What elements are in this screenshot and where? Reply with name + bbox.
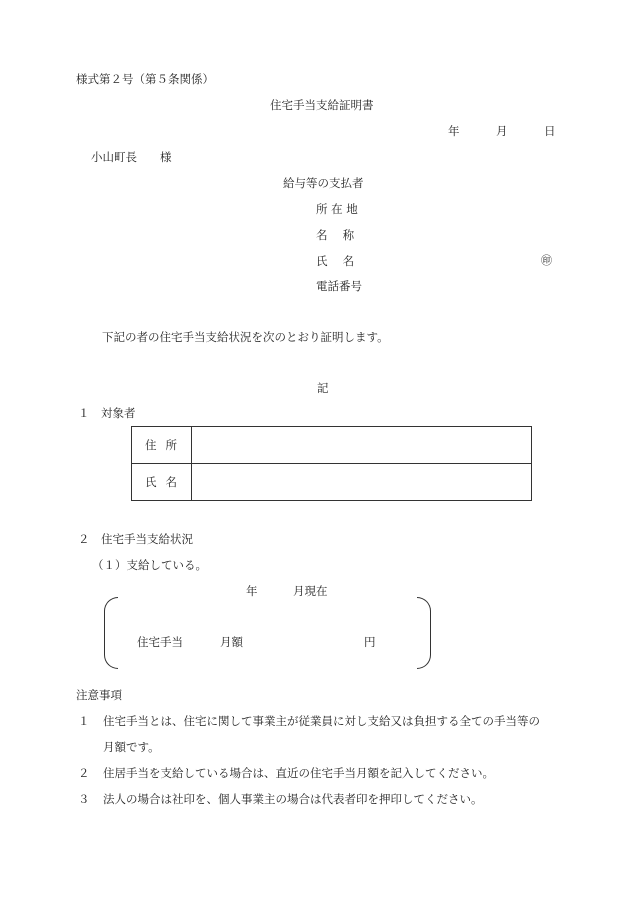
intro-text: 下記の者の住宅手当支給状況を次のとおり証明します。 <box>102 330 389 344</box>
left-bracket <box>104 597 118 669</box>
table-row <box>132 463 531 500</box>
yen-unit: 円 <box>364 635 376 649</box>
note-1-text: 住宅手当とは、住宅に関して事業主が従業員に対し支給又は負担する全ての手当等の <box>103 714 540 728</box>
seal-mark: ㊞ <box>541 254 552 267</box>
as-of-month-label: 月現在 <box>293 584 328 598</box>
payer-heading: 給与等の支払者 <box>283 176 364 190</box>
payer-name-label: 名 称 <box>316 228 355 242</box>
payer-phone-label: 電話番号 <box>316 279 362 293</box>
section2-item: （１）支給している。 <box>92 558 207 572</box>
table-row <box>132 427 531 463</box>
notes-title: 注意事項 <box>76 688 122 702</box>
monthly-label: 月額 <box>220 635 243 649</box>
date-day-label: 日 <box>544 124 556 138</box>
note-1-continuation: 月額です。 <box>103 740 160 754</box>
addressee: 小山町長 様 <box>91 150 172 164</box>
right-bracket <box>417 597 431 669</box>
date-month-label: 月 <box>496 124 508 138</box>
address-label: 住所 <box>132 427 192 463</box>
note-2-number: ２ <box>78 766 90 780</box>
section1-title: １ 対象者 <box>78 406 136 420</box>
date-year-label: 年 <box>448 124 460 138</box>
target-person-table <box>131 426 532 501</box>
note-1-number: １ <box>78 714 90 728</box>
note-3-number: ３ <box>78 792 90 806</box>
section2-title: ２ 住宅手当支給状況 <box>78 532 193 546</box>
payer-address-label: 所 在 地 <box>316 202 358 216</box>
document-title: 住宅手当支給証明書 <box>270 98 374 112</box>
note-2-text: 住居手当を支給している場合は、直近の住宅手当月額を記入してください。 <box>103 766 494 780</box>
ki-heading: 記 <box>317 381 329 395</box>
name-field[interactable] <box>192 464 531 500</box>
form-number: 様式第２号（第５条関係） <box>76 72 214 86</box>
allowance-label: 住宅手当 <box>137 635 183 649</box>
address-field[interactable] <box>192 427 531 463</box>
note-3-text: 法人の場合は社印を、個人事業主の場合は代表者印を押印してください。 <box>103 792 483 806</box>
name-label: 氏名 <box>132 464 192 500</box>
payer-person-label: 氏 名 <box>316 254 355 268</box>
as-of-year-label: 年 <box>246 584 258 598</box>
